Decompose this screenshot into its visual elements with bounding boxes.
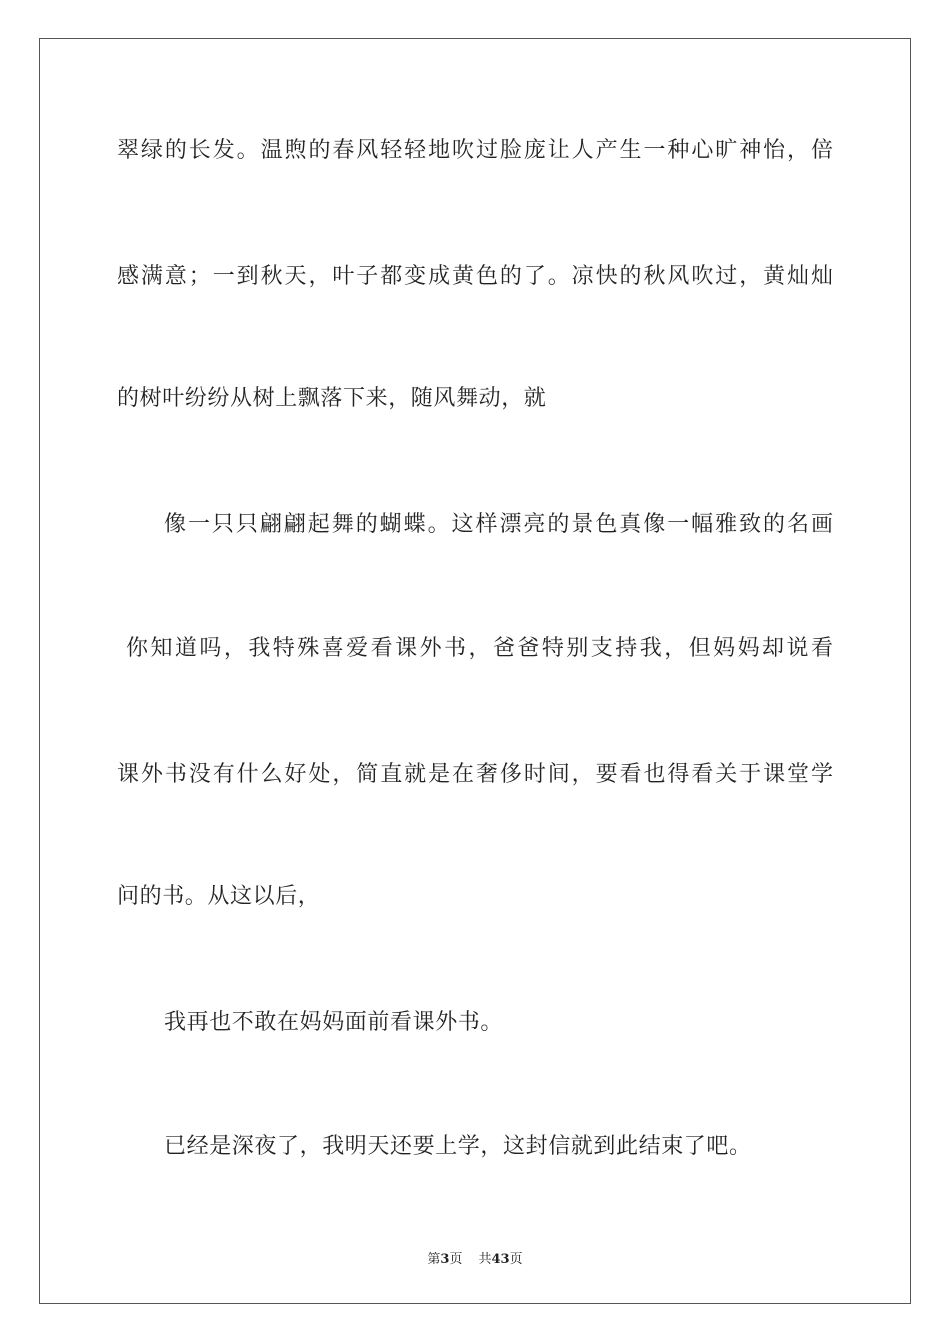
footer-page-number: 3 [440,1252,450,1267]
body-line-6: 课外书没有什么好处，简直就是在奢侈时间，要看也得看关于课堂学 [117,762,833,787]
body-line-3: 的树叶纷纷从树上飘落下来，随风舞动，就 [117,386,547,411]
footer-total-suffix: 页 [509,1252,523,1267]
footer-page-suffix: 页 [449,1252,463,1267]
footer-total-pages: 43 [491,1252,510,1267]
footer-total-prefix: 共 [478,1252,492,1267]
body-line-9: 已经是深夜了，我明天还要上学，这封信就到此结束了吧。 [164,1134,752,1159]
body-line-8: 我再也不敢在妈妈面前看课外书。 [164,1010,504,1035]
body-line-4: 像一只只翩翩起舞的蝴蝶。这样漂亮的景色真像一幅雅致的名画 [164,512,833,537]
page-border [39,38,911,1304]
page-footer [0,1248,950,1267]
body-line-5: 你知道吗，我特殊喜爱看课外书，爸爸特别支持我，但妈妈却说看 [126,636,833,661]
footer-page-prefix: 第 [427,1252,441,1267]
body-line-7: 问的书。从这以后， [117,884,321,909]
body-line-1: 翠绿的长发。温煦的春风轻轻地吹过脸庞让人产生一种心旷神怡，倍 [117,138,833,163]
body-line-2: 感满意；一到秋天，叶子都变成黄色的了。凉快的秋风吹过，黄灿灿 [117,264,833,289]
